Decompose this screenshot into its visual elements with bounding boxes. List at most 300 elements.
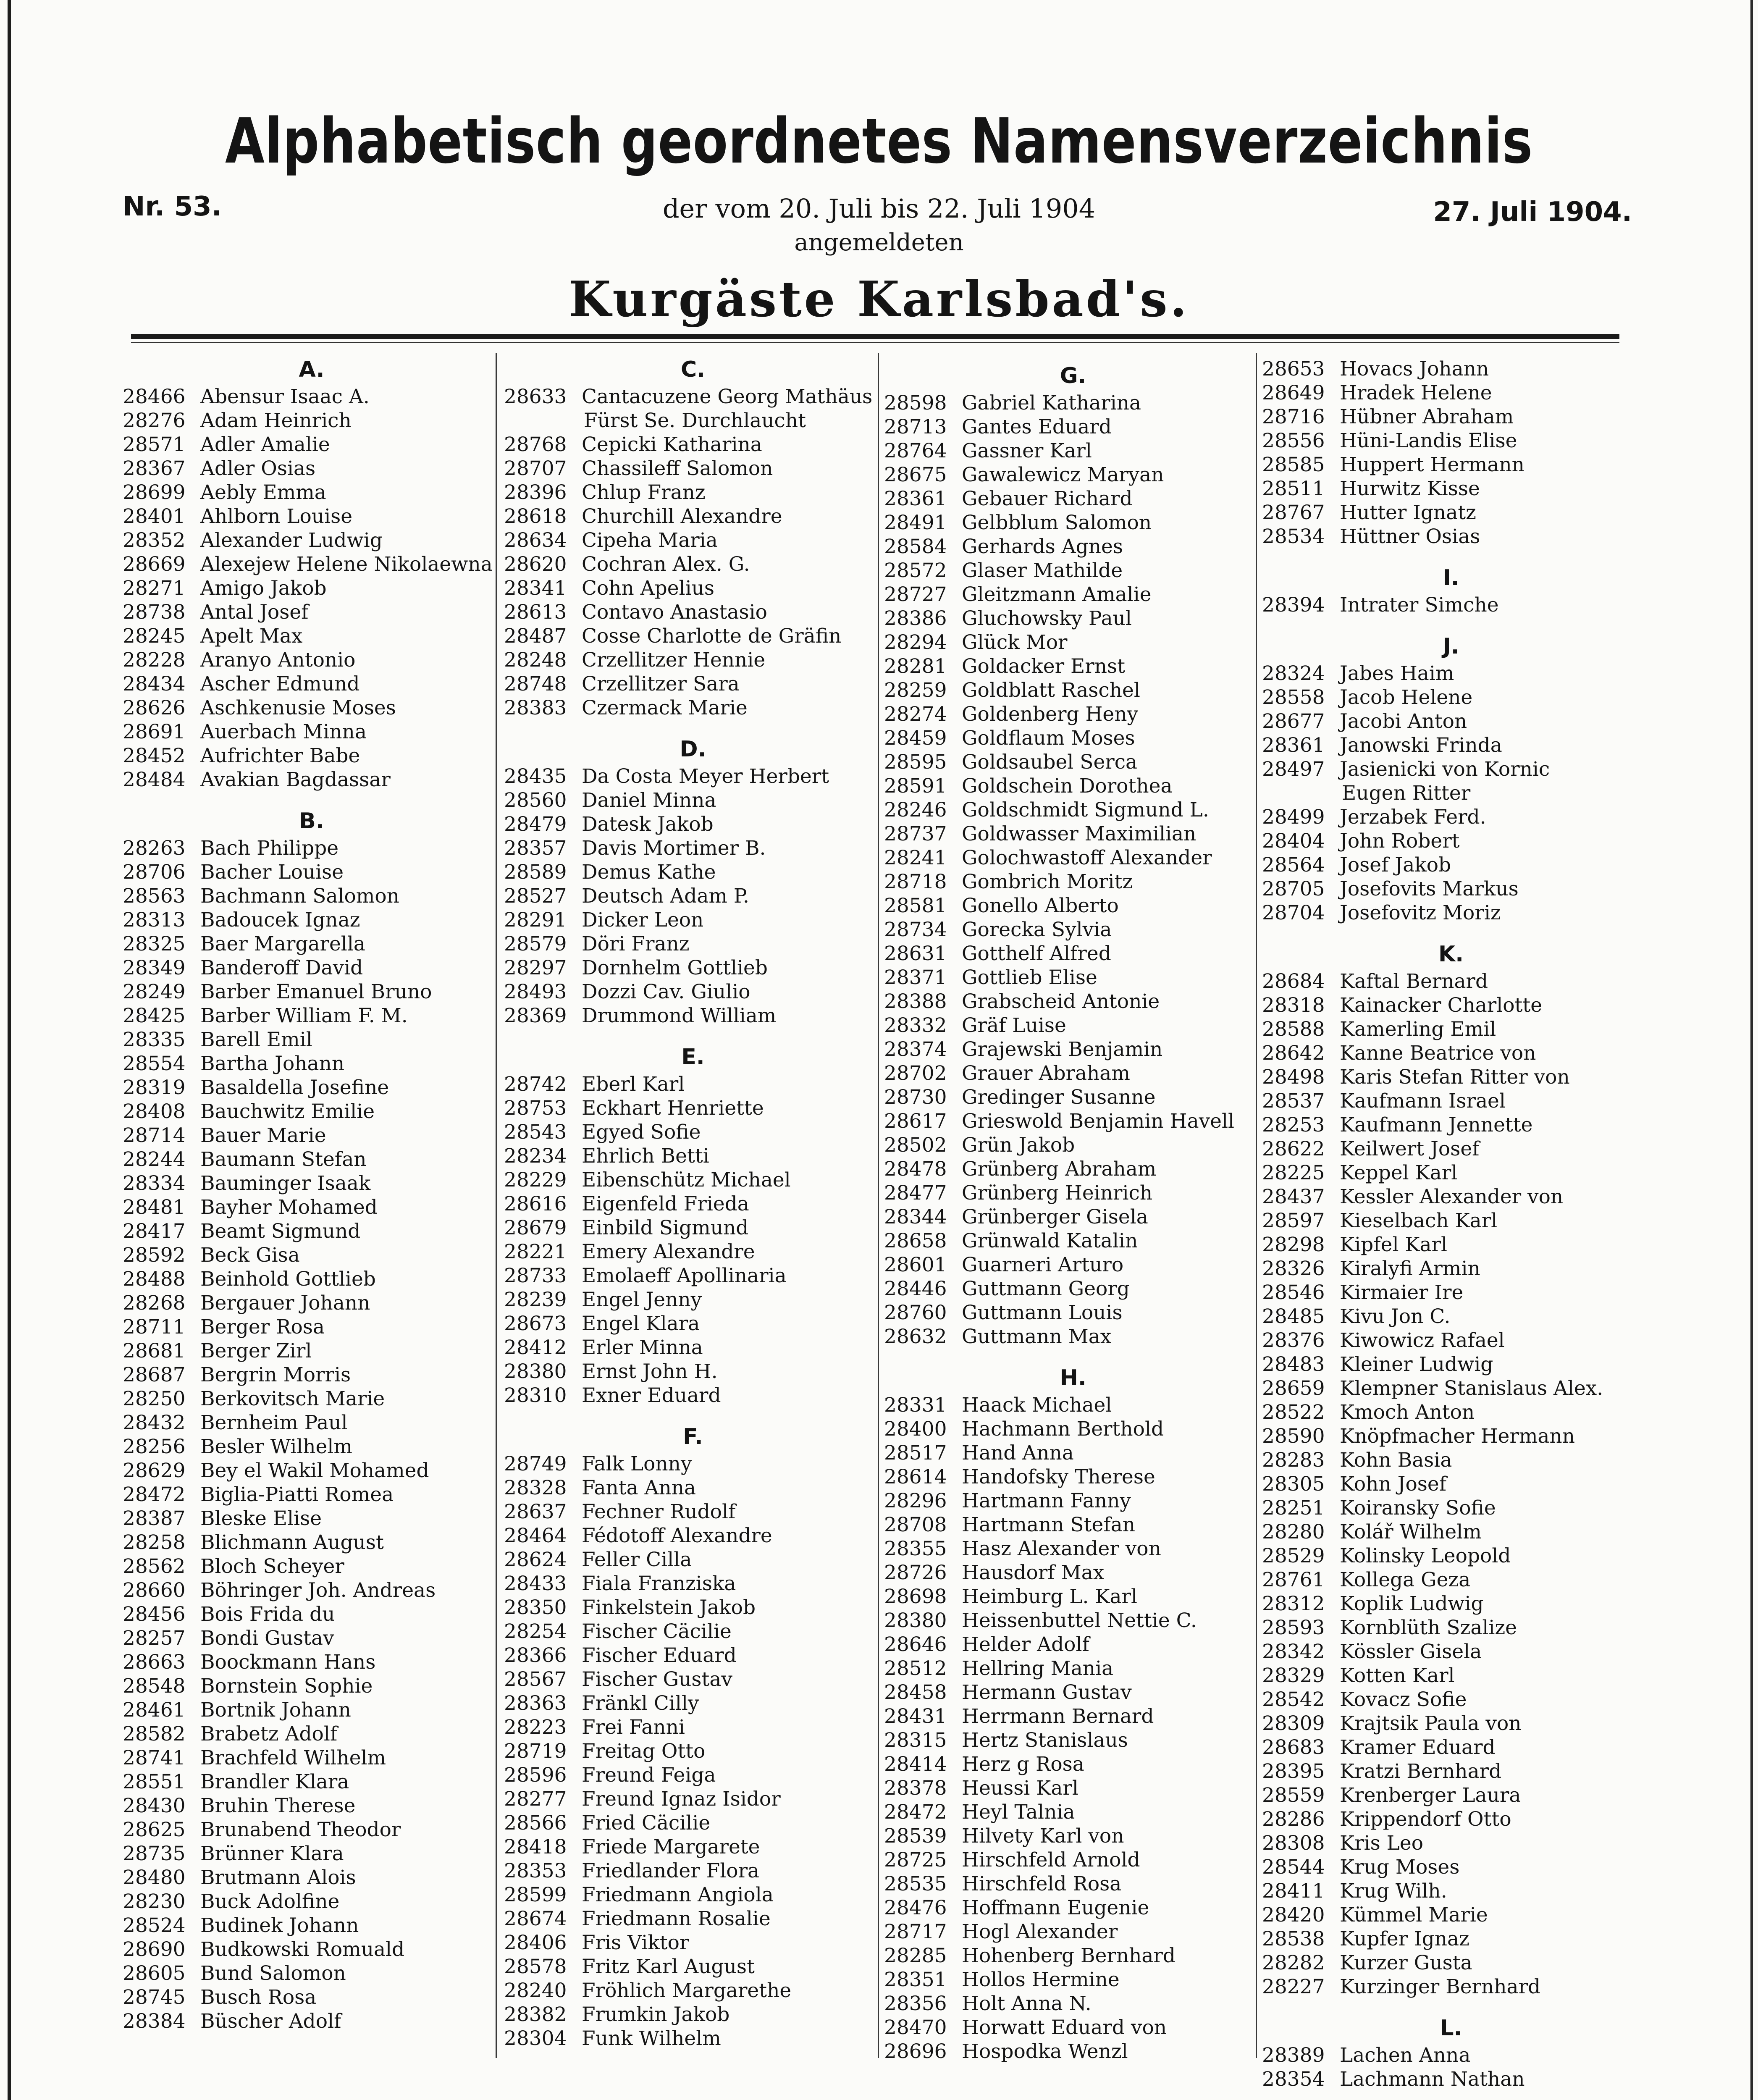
guest-entry — [1262, 1400, 1475, 1424]
guest-name: Adler Amalie — [200, 433, 330, 456]
guest-entry — [884, 1728, 1128, 1752]
guest-entry — [504, 1192, 749, 1216]
guest-number: 28634 — [504, 529, 567, 552]
guest-name: Einbild Sigmund — [582, 1216, 749, 1239]
guest-entry — [1262, 1257, 1480, 1281]
guest-number: 28239 — [504, 1288, 567, 1311]
guest-entry — [1262, 757, 1550, 781]
guest-number: 28331 — [884, 1394, 947, 1417]
guest-entry — [504, 1360, 718, 1383]
guest-number: 28691 — [123, 720, 186, 743]
guest-number: 28696 — [884, 2040, 947, 2063]
guest-name: Bornstein Sophie — [200, 1675, 373, 1698]
guest-number: 28263 — [123, 837, 186, 860]
guest-entry — [504, 1168, 791, 1192]
guest-name: Goldsaubel Serca — [962, 751, 1138, 774]
guest-name: Guttmann Georg — [962, 1277, 1130, 1300]
guest-number: 28499 — [1262, 806, 1325, 829]
guest-number: 28725 — [884, 1848, 947, 1872]
guest-entry — [504, 480, 706, 504]
guest-entry — [884, 1061, 1130, 1085]
guest-number: 28484 — [123, 768, 186, 791]
guest-number: 28477 — [884, 1181, 947, 1205]
guest-name: Kümmel Marie — [1340, 1903, 1488, 1927]
guest-entry — [884, 463, 1164, 487]
guest-name: Gluchowsky Paul — [962, 607, 1132, 630]
guest-name: Brandler Klara — [200, 1770, 349, 1793]
guest-entry — [504, 1667, 732, 1691]
guest-name: Josef Jakob — [1340, 853, 1451, 877]
guest-name: Cohn Apelius — [582, 577, 715, 600]
guest-entry — [123, 528, 383, 552]
guest-entry — [1262, 1065, 1570, 1089]
guest-number: 28380 — [884, 1609, 947, 1632]
guest-name: Fried Cäcilie — [582, 1811, 711, 1835]
guest-number: 28562 — [123, 1555, 186, 1578]
guest-entry — [1262, 1520, 1482, 1544]
guest-entry — [123, 1483, 394, 1507]
guest-name: Heissenbuttel Nettie C. — [962, 1609, 1197, 1632]
guest-entry — [1262, 1472, 1446, 1496]
guest-entry — [884, 1609, 1197, 1633]
section-letter: C. — [681, 357, 705, 382]
guest-entry — [884, 1085, 1156, 1109]
guest-name: Eckhart Henriette — [582, 1097, 764, 1120]
guest-name: Cantacuzene Georg Mathäus — [582, 385, 873, 408]
guest-entry — [123, 1554, 344, 1578]
guest-entry — [504, 672, 740, 696]
guest-entry — [1262, 1448, 1452, 1472]
guest-number: 28706 — [123, 861, 186, 884]
guest-name: Kmoch Anton — [1340, 1401, 1475, 1424]
guest-entry — [884, 1872, 1121, 1896]
guest-entry — [884, 1704, 1154, 1728]
guest-entry — [123, 1171, 370, 1195]
guest-entry — [123, 1411, 348, 1435]
guest-entry — [884, 1277, 1130, 1301]
guest-number: 28551 — [123, 1770, 186, 1793]
guest-number: 28334 — [123, 1172, 186, 1195]
guest-entry — [123, 457, 315, 480]
guest-number: 28387 — [123, 1507, 186, 1530]
guest-entry — [1262, 357, 1489, 381]
guest-number: 28590 — [1262, 1425, 1325, 1448]
guest-number: 28324 — [1262, 662, 1325, 685]
guest-number: 28294 — [884, 631, 947, 654]
column-divider — [496, 353, 497, 2058]
guest-number: 28459 — [884, 727, 947, 750]
guest-name: Hutter Ignatz — [1340, 501, 1476, 524]
guest-entry — [1262, 1640, 1482, 1664]
guest-entry — [504, 1264, 787, 1288]
guest-number: 28734 — [884, 918, 947, 941]
guest-number: 28529 — [1262, 1544, 1325, 1567]
guest-entry — [504, 624, 841, 648]
guest-number: 28366 — [504, 1644, 567, 1667]
guest-number: 28433 — [504, 1572, 567, 1595]
guest-name: Emolaeff Apollinaria — [582, 1264, 787, 1287]
guest-name: Bachmann Salomon — [200, 885, 399, 908]
guest-entry — [504, 1643, 737, 1667]
guest-entry — [1262, 1855, 1459, 1879]
guest-entry — [123, 504, 352, 528]
guest-name: Frei Fanni — [582, 1716, 685, 1739]
guest-number: 28631 — [884, 942, 947, 965]
guest-number: 28412 — [504, 1336, 567, 1359]
section-letter: D. — [680, 737, 706, 762]
guest-name: Kurzinger Bernhard — [1340, 1975, 1541, 1998]
guest-number: 28711 — [123, 1315, 186, 1339]
guest-number: 28483 — [1262, 1353, 1325, 1376]
guest-number: 28434 — [123, 672, 186, 696]
guest-name: Gelbblum Salomon — [962, 511, 1152, 534]
guest-entry — [1262, 733, 1502, 757]
guest-number: 28658 — [884, 1229, 947, 1252]
guest-name: Aebly Emma — [200, 481, 326, 504]
guest-name: Auerbach Minna — [200, 720, 367, 743]
guest-entry — [504, 980, 750, 1004]
guest-entry — [123, 1961, 346, 1985]
guest-entry — [123, 1004, 408, 1028]
guest-name: Gantes Eduard — [962, 415, 1112, 438]
guest-name: Fröhlich Margarethe — [582, 1979, 792, 2002]
guest-entry — [123, 884, 399, 908]
guest-entry — [123, 1578, 436, 1602]
guest-name: Churchill Alexandre — [582, 505, 782, 528]
guest-number: 28380 — [504, 1360, 567, 1383]
guest-name: Hellring Mania — [962, 1657, 1114, 1680]
guest-entry — [884, 487, 1133, 511]
guest-number: 28548 — [123, 1675, 186, 1698]
guest-entry — [123, 1076, 389, 1100]
guest-number: 28567 — [504, 1668, 567, 1691]
guest-name: Böhringer Joh. Andreas — [200, 1579, 436, 1602]
guest-number: 28309 — [1262, 1712, 1325, 1735]
guest-name: Karis Stefan Ritter von — [1340, 1066, 1570, 1089]
guest-entry — [1262, 1568, 1470, 1592]
guest-name: Contavo Anastasio — [582, 601, 767, 624]
guest-number: 28702 — [884, 1062, 947, 1085]
guest-name: Kaftal Bernard — [1340, 970, 1488, 993]
guest-number: 28371 — [884, 966, 947, 989]
guest-entry — [123, 1124, 326, 1147]
guest-entry — [884, 1133, 1075, 1157]
guest-entry — [1262, 1209, 1497, 1233]
guest-name: Emery Alexandre — [582, 1240, 755, 1263]
guest-entry — [504, 1500, 735, 1524]
guest-number: 28357 — [504, 837, 567, 860]
guest-entry — [1262, 1113, 1532, 1137]
guest-entry — [123, 480, 326, 504]
guest-number: 28512 — [884, 1657, 947, 1680]
guest-number: 28618 — [504, 505, 567, 528]
guest-entry — [504, 1288, 702, 1312]
guest-entry — [1262, 453, 1524, 477]
guest-number: 28632 — [884, 1325, 947, 1348]
guest-number: 28258 — [123, 1531, 186, 1554]
guest-name: Grieswold Benjamin Havell — [962, 1110, 1235, 1133]
guest-number: 28588 — [1262, 1018, 1325, 1041]
guest-name: Kaufmann Jennette — [1340, 1113, 1533, 1137]
guest-name: Gassner Karl — [962, 439, 1092, 462]
section-letter: E. — [681, 1045, 705, 1070]
guest-entry — [884, 1109, 1234, 1133]
guest-name: Chlup Franz — [582, 481, 706, 504]
guest-name: Jabes Haim — [1340, 662, 1454, 685]
guest-name: Bey el Wakil Mohamed — [200, 1459, 429, 1482]
guest-name: Koiransky Sofie — [1340, 1496, 1496, 1520]
guest-number: 28221 — [504, 1240, 567, 1263]
guest-entry — [1262, 1975, 1540, 1999]
guest-number: 28511 — [1262, 477, 1325, 500]
guest-name: Hirschfeld Arnold — [962, 1848, 1140, 1872]
guest-number: 28764 — [884, 439, 947, 462]
guest-name: Josefovitz Moriz — [1340, 901, 1501, 924]
guest-name: Cosse Charlotte de Gräfin — [582, 625, 842, 648]
guest-entry — [1262, 405, 1514, 429]
guest-name: Grünwald Katalin — [962, 1229, 1138, 1252]
guest-entry — [884, 1633, 1089, 1656]
guest-entry — [504, 1476, 696, 1500]
guest-number: 28593 — [1262, 1616, 1325, 1639]
guest-number: 28716 — [1262, 405, 1325, 428]
guest-number: 28435 — [504, 765, 567, 788]
guest-name: Deutsch Adam P. — [582, 885, 749, 908]
guest-number: 28476 — [884, 1896, 947, 1919]
guest-number: 28420 — [1262, 1903, 1325, 1927]
guest-entry — [884, 1824, 1124, 1848]
section-letter: A. — [299, 357, 325, 382]
guest-entry — [123, 1890, 339, 1914]
guest-entry — [884, 846, 1212, 870]
guest-number: 28741 — [123, 1746, 186, 1769]
guest-entry — [504, 908, 703, 932]
guest-name: Krug Moses — [1340, 1856, 1460, 1879]
guest-number: 28534 — [1262, 525, 1325, 548]
guest-name: Kohn Basia — [1340, 1449, 1452, 1472]
guest-number: 28406 — [504, 1931, 567, 1954]
guest-entry — [1262, 1305, 1450, 1328]
guest-number: 28274 — [884, 703, 947, 726]
guest-number: 28354 — [1262, 2068, 1325, 2091]
guest-entry — [1262, 1233, 1447, 1257]
guest-entry — [504, 696, 748, 720]
guest-number: 28660 — [123, 1579, 186, 1602]
guest-number: 28452 — [123, 744, 186, 767]
guest-entry — [504, 552, 750, 576]
guest-name: Hirschfeld Rosa — [962, 1872, 1122, 1895]
guest-number: 28241 — [884, 846, 947, 869]
guest-entry — [884, 1848, 1140, 1872]
guest-entry — [1262, 1017, 1496, 1041]
guest-entry — [123, 600, 309, 624]
guest-entry — [884, 1776, 1078, 1800]
guest-name: Guttmann Louis — [962, 1301, 1123, 1324]
guest-name: Alexejew Helene Nikolaewna — [200, 553, 493, 576]
guest-number: 28230 — [123, 1890, 186, 1913]
guest-name: Grajewski Benjamin — [962, 1038, 1163, 1061]
guest-name: Guttmann Max — [962, 1325, 1112, 1348]
guest-name: Hertz Stanislaus — [962, 1729, 1128, 1752]
guest-entry — [504, 2003, 729, 2026]
guest-entry — [123, 2009, 341, 2033]
guest-name: Fris Viktor — [582, 1931, 689, 1954]
guest-name: Erler Minna — [582, 1336, 703, 1359]
guest-entry — [884, 1896, 1149, 1920]
guest-entry — [884, 439, 1092, 463]
guest-number: 28240 — [504, 1979, 567, 2002]
guest-entry — [504, 1144, 709, 1168]
guest-number: 28470 — [884, 2016, 947, 2039]
guest-number: 28633 — [504, 385, 567, 408]
guest-number: 28679 — [504, 1216, 567, 1239]
guest-name: Eigenfeld Frieda — [582, 1192, 749, 1215]
guest-name: Hollos Hermine — [962, 1968, 1120, 1991]
guest-number: 28388 — [884, 990, 947, 1013]
guest-entry — [504, 884, 749, 908]
guest-entry — [1262, 969, 1488, 993]
guest-name: Beinhold Gottlieb — [200, 1268, 376, 1291]
guest-number: 28351 — [884, 1968, 947, 1991]
guest-name: Kirmaier Ire — [1340, 1281, 1464, 1304]
guest-name: Bauchwitz Emilie — [200, 1100, 375, 1123]
guest-entry — [123, 1866, 356, 1890]
guest-name: Ascher Edmund — [200, 672, 360, 696]
guest-name: Jacob Helene — [1340, 686, 1473, 709]
guest-number: 28673 — [504, 1312, 567, 1335]
guest-number: 28585 — [1262, 453, 1325, 476]
guest-entry — [123, 1100, 375, 1124]
guest-number: 28718 — [884, 870, 947, 893]
guest-entry — [884, 726, 1135, 750]
guest-number: 28319 — [123, 1076, 186, 1099]
guest-number: 28244 — [123, 1148, 186, 1171]
guest-entry — [123, 1818, 401, 1842]
guest-name: Hogl Alexander — [962, 1920, 1118, 1943]
guest-number: 28251 — [1262, 1496, 1325, 1520]
guest-entry — [1262, 1089, 1506, 1113]
guest-name: John Robert — [1340, 830, 1460, 853]
guest-number: 28228 — [123, 648, 186, 672]
guest-entry — [884, 1489, 1131, 1513]
guest-number: 28559 — [1262, 1784, 1325, 1807]
guest-number: 28556 — [1262, 429, 1325, 452]
issue-number: Nr. 53. — [123, 191, 222, 222]
guest-name: Bartha Johann — [200, 1052, 345, 1075]
guest-number: 28761 — [1262, 1568, 1325, 1591]
guest-number: 28466 — [123, 385, 186, 408]
guest-number: 28554 — [123, 1052, 186, 1075]
guest-entry — [1262, 2043, 1470, 2067]
guest-entry — [884, 1513, 1135, 1537]
guest-name: Helder Adolf — [962, 1633, 1089, 1656]
guest-entry — [504, 1004, 776, 1028]
guest-number: 28542 — [1262, 1688, 1325, 1711]
guest-entry — [884, 966, 1097, 990]
guest-entry — [1262, 1688, 1467, 1712]
guest-name: Fanta Anna — [582, 1476, 696, 1499]
guest-number: 28296 — [884, 1489, 947, 1512]
guest-name: Berger Zirl — [200, 1339, 312, 1362]
guest-name: Hilvety Karl von — [962, 1824, 1124, 1848]
guest-entry — [884, 583, 1152, 606]
guest-entry — [504, 576, 714, 600]
guest-number: 28497 — [1262, 758, 1325, 781]
publication-date: 27. Juli 1904. — [1433, 197, 1632, 228]
guest-name: Bund Salomon — [200, 1962, 346, 1985]
guest-number: 28605 — [123, 1962, 186, 1985]
section-letter: K. — [1438, 942, 1464, 967]
guest-name: Kiralyfi Armin — [1340, 1257, 1480, 1280]
guest-entry — [1262, 1161, 1457, 1185]
guest-entry — [884, 1037, 1162, 1061]
guest-entry — [123, 1722, 337, 1746]
guest-name: Barell Emil — [200, 1028, 312, 1051]
guest-number: 28493 — [504, 980, 567, 1003]
guest-number: 28480 — [123, 1866, 186, 1889]
guest-name: Jerzabek Ferd. — [1340, 806, 1486, 829]
guest-number: 28374 — [884, 1038, 947, 1061]
guest-number: 28394 — [1262, 593, 1325, 617]
guest-number: 28595 — [884, 751, 947, 774]
guest-entry — [1262, 901, 1501, 925]
guest-name: Antal Josef — [200, 601, 309, 624]
guest-number: 28431 — [884, 1705, 947, 1728]
guest-number: 28713 — [884, 415, 947, 438]
guest-number: 28437 — [1262, 1185, 1325, 1208]
guest-number: 28669 — [123, 553, 186, 576]
guest-name: Kleiner Ludwig — [1340, 1353, 1493, 1376]
guest-number: 28259 — [884, 679, 947, 702]
guest-number: 28386 — [884, 607, 947, 630]
guest-entry — [123, 768, 391, 792]
guest-entry — [884, 822, 1196, 846]
guest-name: Kramer Eduard — [1340, 1736, 1496, 1759]
guest-name: Boockmann Hans — [200, 1651, 376, 1674]
guest-entry — [1262, 429, 1517, 453]
section-letter: L. — [1440, 2016, 1462, 2041]
guest-number: 28464 — [504, 1524, 567, 1547]
guest-number: 28707 — [504, 457, 567, 480]
guest-name: Brutmann Alois — [200, 1866, 356, 1889]
guest-number: 28297 — [504, 956, 567, 979]
guest-number: 28308 — [1262, 1832, 1325, 1855]
guest-entry — [1262, 1496, 1496, 1520]
guest-entry — [123, 1387, 385, 1411]
guest-entry — [884, 1301, 1123, 1325]
guest-number: 28310 — [504, 1384, 567, 1407]
guest-name: Fédotoff Alexandre — [582, 1524, 772, 1547]
guest-entry — [123, 1435, 352, 1459]
guest-number: 28735 — [123, 1842, 186, 1865]
guest-number: 28326 — [1262, 1257, 1325, 1280]
guest-name: Hartmann Fanny — [962, 1489, 1131, 1512]
guest-name: Berger Rosa — [200, 1315, 325, 1339]
guest-number: 28344 — [884, 1205, 947, 1228]
guest-entry — [884, 1229, 1138, 1253]
guest-entry — [504, 1715, 685, 1739]
guest-name: Büscher Adolf — [200, 2010, 341, 2033]
guest-name: Friede Margarete — [582, 1835, 760, 1858]
guest-number: 28714 — [123, 1124, 186, 1147]
guest-entry — [123, 1363, 351, 1387]
guest-entry — [884, 1680, 1132, 1704]
guest-number: 28456 — [123, 1603, 186, 1626]
guest-name: Krenberger Laura — [1340, 1784, 1521, 1807]
guest-entry — [884, 630, 1067, 654]
guest-name: Blichmann August — [200, 1531, 384, 1554]
guest-entry — [504, 1072, 685, 1096]
